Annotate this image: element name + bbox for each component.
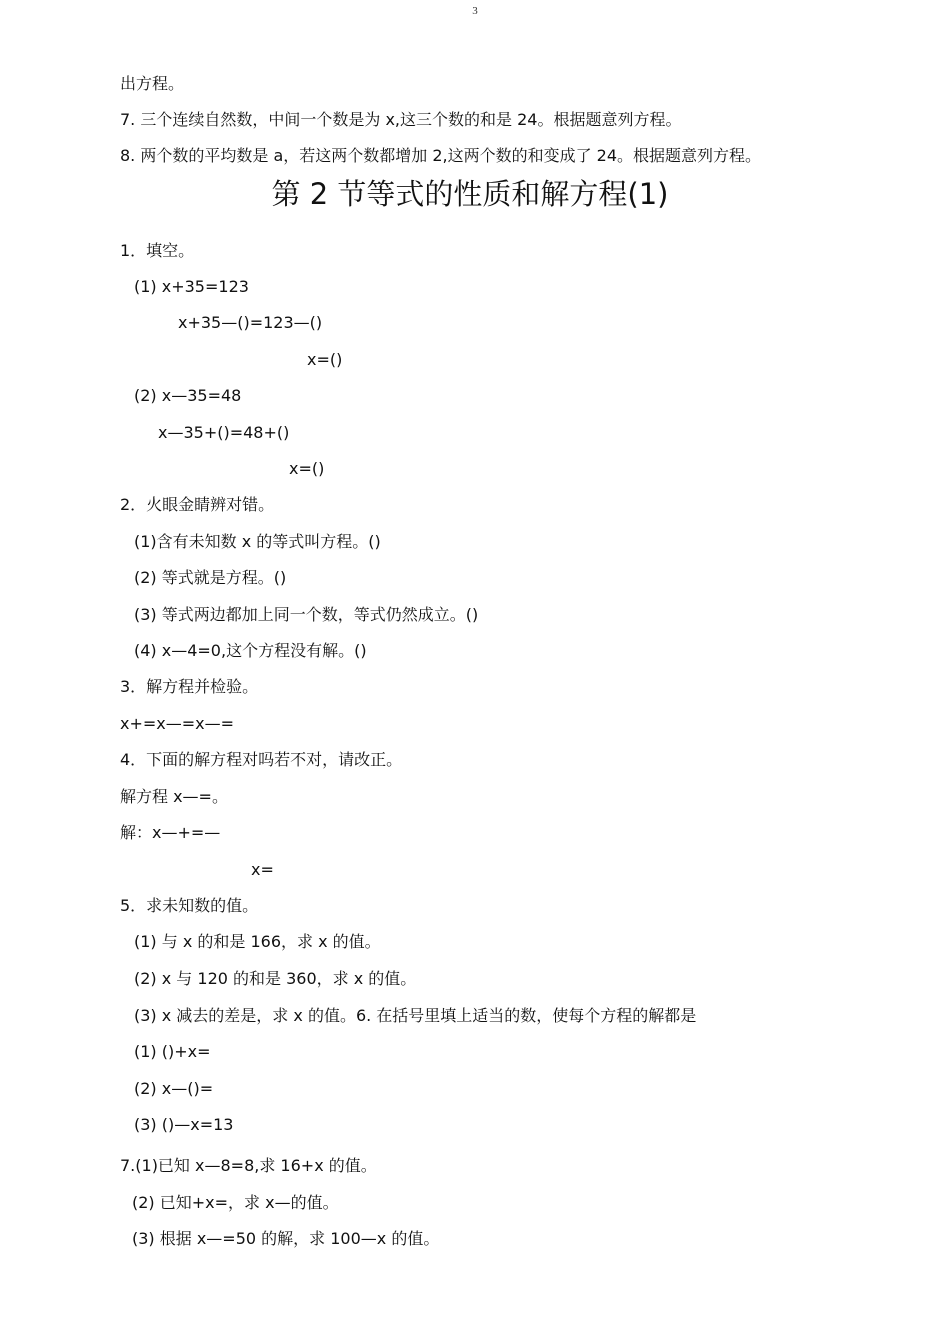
question-6-item-3: (3) ()—x=13 xyxy=(134,1115,234,1134)
question-1-item-1-answer: x=() xyxy=(307,350,343,369)
question-7-item-3: (3) 根据 x—=50 的解，求 100—x 的值。 xyxy=(132,1229,440,1248)
question-5-item-2: (2) x 与 120 的和是 360，求 x 的值。 xyxy=(134,969,417,988)
question-4-equation: 解方程 x—=。 xyxy=(120,787,228,806)
question-5-item-1: (1) 与 x 的和是 166，求 x 的值。 xyxy=(134,932,381,951)
question-7-item-2: (2) 已知+x=，求 x—的值。 xyxy=(132,1193,339,1212)
question-7: 7. 三个连续自然数，中间一个数是为 x,这三个数的和是 24。根据题意列方程。 xyxy=(120,110,682,129)
question-3-heading: 3．解方程并检验。 xyxy=(120,677,259,696)
question-3-equations: x+=x—=x—= xyxy=(120,714,235,733)
question-1-item-2-step: x—35+()=48+() xyxy=(158,423,290,442)
question-1-heading: 1．填空。 xyxy=(120,241,195,260)
question-2-heading: 2．火眼金睛辨对错。 xyxy=(120,495,275,514)
question-8: 8. 两个数的平均数是 a，若这两个数都增加 2,这两个数的和变成了 24。根据题意列方程。 xyxy=(120,146,762,165)
question-7-item-1: 7.(1)已知 x—8=8,求 16+x 的值。 xyxy=(120,1156,377,1175)
section-title: 第 2 节等式的性质和解方程(1) xyxy=(271,177,669,211)
text-line: 出方程。 xyxy=(120,74,185,93)
question-1-item-2: (2) x—35=48 xyxy=(134,386,242,405)
question-4-heading: 4．下面的解方程对吗若不对，请改正。 xyxy=(120,750,403,769)
question-5-item-3: (3) x 减去的差是，求 x 的值。6. 在括号里填上适当的数，使每个方程的解都是 xyxy=(134,1006,697,1025)
question-6-item-1: (1) ()+x= xyxy=(134,1042,211,1061)
question-1-item-1: (1) x+35=123 xyxy=(134,277,249,296)
question-1-item-2-answer: x=() xyxy=(289,459,325,478)
question-6-item-2: (2) x—()= xyxy=(134,1079,214,1098)
question-4-solution: 解：x—+=— xyxy=(120,823,221,842)
question-5-heading: 5．求未知数的值。 xyxy=(120,896,259,915)
question-2-item-3: (3) 等式两边都加上同一个数，等式仍然成立。() xyxy=(134,605,479,624)
question-2-item-2: (2) 等式就是方程。() xyxy=(134,568,287,587)
question-1-item-1-step: x+35—()=123—() xyxy=(178,313,323,332)
question-4-answer: x= xyxy=(251,860,274,879)
page-number: 3 xyxy=(472,5,478,17)
question-2-item-4: (4) x—4=0,这个方程没有解。() xyxy=(134,641,367,660)
question-2-item-1: (1)含有未知数 x 的等式叫方程。() xyxy=(134,532,381,551)
